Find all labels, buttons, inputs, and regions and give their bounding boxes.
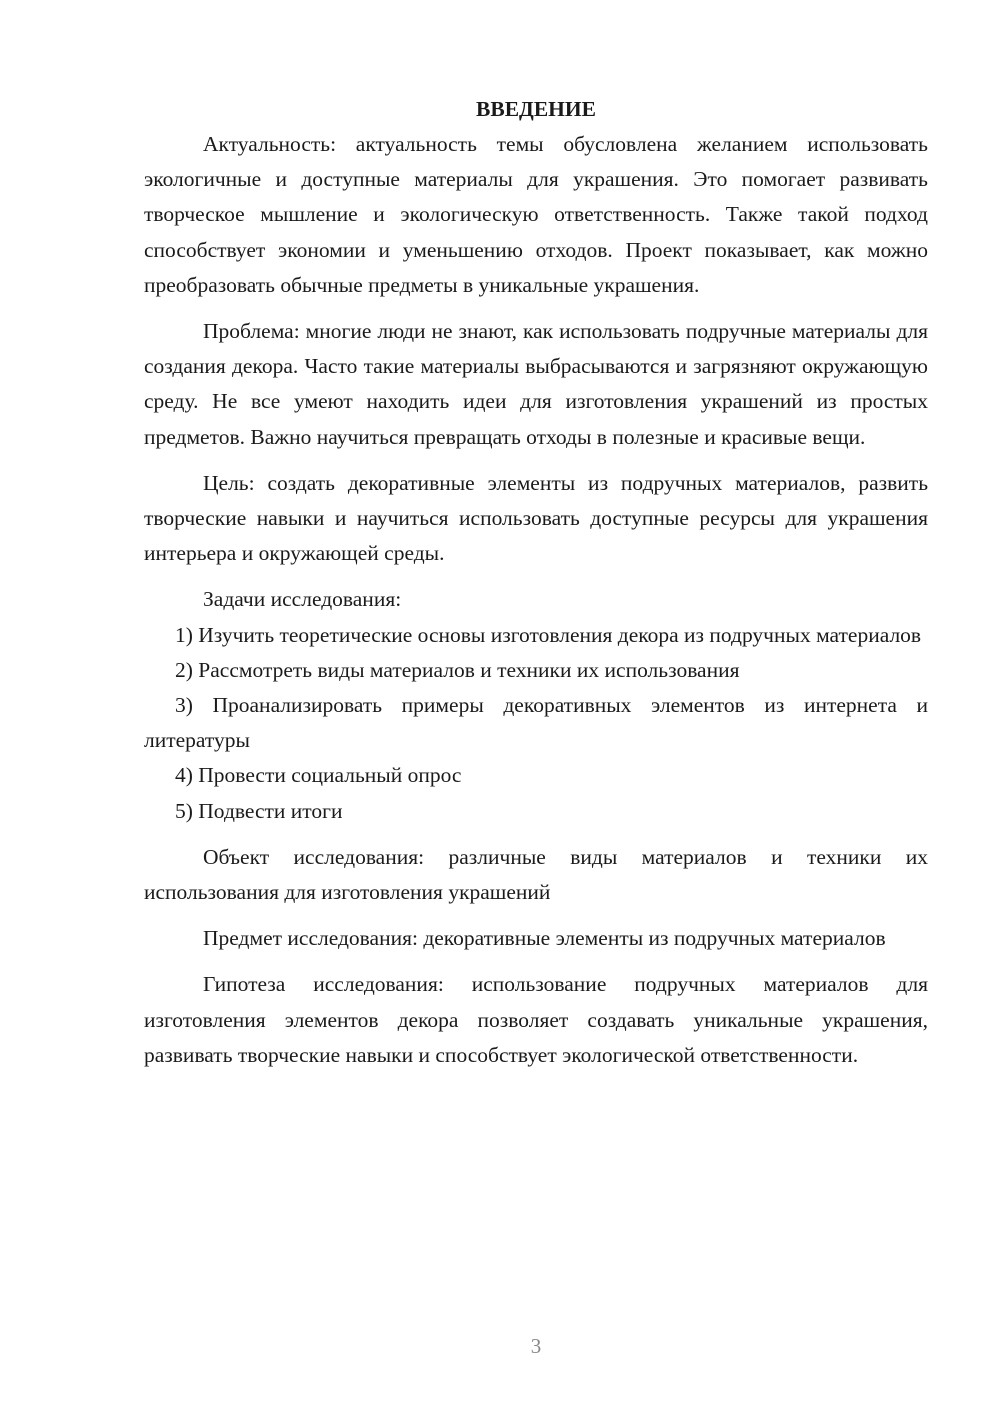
- problem-paragraph: Проблема: многие люди не знают, как использовать подручные материалы для создания декора. Часто такие материалы выбрасываются и загрязняют окружающую среду. Не все умеют находить идеи для изготовления украшений из простых предметов. Важно научиться превращать отходы в полезные и красивые вещи.: [144, 319, 928, 449]
- section-heading: ВВЕДЕНИЕ: [476, 97, 596, 121]
- goal-paragraph: Цель: создать декоративные элементы из подручных материалов, развить творческие навыки и научиться использовать доступные ресурсы для украшения интерьера и окружающей среды.: [144, 470, 928, 566]
- relevance-paragraph: Актуальность: актуальность темы обусловлена желанием использовать экологичные и доступные материалы для украшения. Это помогает развивать творческое мышление и экологическую ответственность. Также такой подход способствует экономии и уменьшению отходов. Проект показывает, как можно преобразовать обычные предметы в уникальные украшения.: [144, 132, 928, 297]
- object-paragraph: Объект исследования: различные виды материалов и техники их использования для изготовления украшений: [144, 844, 928, 905]
- task-item-3: 3) Проанализировать примеры декоративных элементов из интернета и литературы: [144, 693, 928, 753]
- subject-paragraph: Предмет исследования: декоративные элементы из подручных материалов: [203, 926, 886, 951]
- task-item-1: 1) Изучить теоретические основы изготовления декора из подручных материалов: [175, 622, 922, 647]
- task-item-5: 5) Подвести итоги: [175, 798, 343, 823]
- page-number: 3: [530, 1334, 542, 1358]
- hypothesis-paragraph: Гипотеза исследования: использование подручных материалов для изготовления элементов декора позволяет создавать уникальные украшения, развивать творческие навыки и способствует экологической ответственности.: [144, 972, 928, 1067]
- task-item-4: 4) Провести социальный опрос: [175, 763, 462, 788]
- tasks-title: Задачи исследования:: [203, 587, 402, 612]
- task-item-2: 2) Рассмотреть виды материалов и техники их использования: [175, 657, 740, 682]
- page-content: [144, 92, 928, 1073]
